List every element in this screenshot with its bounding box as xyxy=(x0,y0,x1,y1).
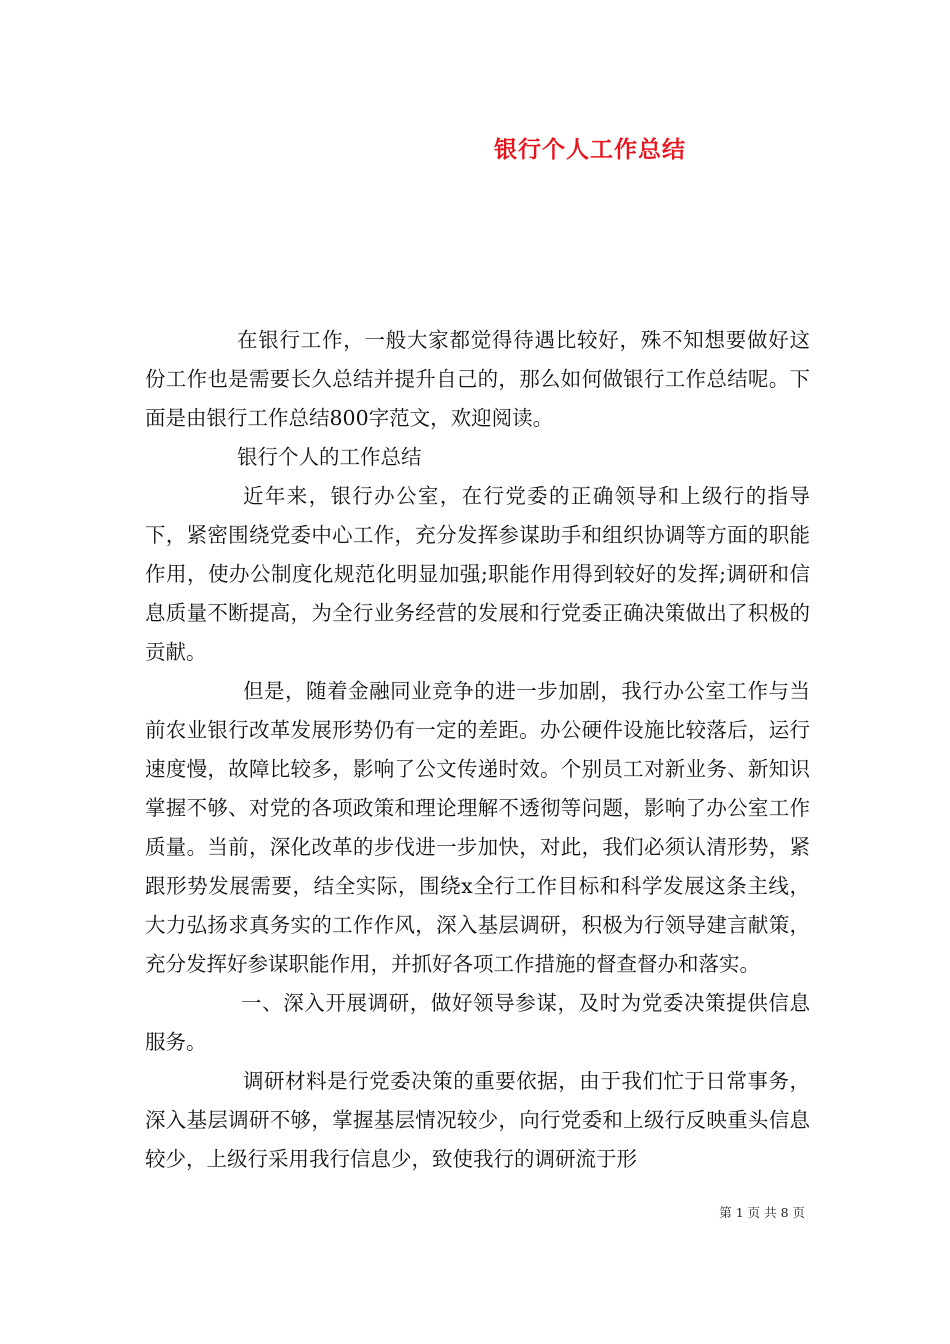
intro-paragraph: 在银行工作，一般大家都觉得待遇比较好，殊不知想要做好这份工作也是需要长久总结并提升自己的，那么如何做银行工作总结呢。下面是由银行工作总结800字范文，欢迎阅读。 xyxy=(145,328,810,430)
section-heading: 银行个人的工作总结 xyxy=(237,445,422,469)
body-paragraph: 近年来，银行办公室，在行党委的正确领导和上级行的指导下，紧密围绕党委中心工作，充分发挥参谋助手和组织协调等方面的职能作用，使办公制度化规范化明显加强;职能作用得到较好的发挥;调研和信息质量不断提高，为全行业务经营的发展和行党委正确决策做出了积极的贡献。 xyxy=(145,484,810,664)
body-paragraph: 调研材料是行党委决策的重要依据，由于我们忙于日常事务，深入基层调研不够，掌握基层情况较少，向行党委和上级行反映重头信息较少，上级行采用我行信息少，致使我行的调研流于形 xyxy=(145,1069,810,1171)
document-title: 银行个人工作总结 xyxy=(494,137,686,163)
subsection-heading: 一、深入开展调研，做好领导参谋，及时为党委决策提供信息服务。 xyxy=(145,991,810,1054)
page-number-footer: 第 1 页 共 8 页 xyxy=(719,1205,805,1220)
body-paragraph: 但是，随着金融同业竞争的进一步加剧，我行办公室工作与当前农业银行改革发展形势仍有一定的差距。办公硬件设施比较落后，运行速度慢，故障比较多，影响了公文传递时效。个别员工对新业务、新知识掌握不够、对党的各项政策和理论理解不透彻等问题，影响了办公室工作质量。当前，深化改革的步伐进一步加快，对此，我们必须认清形势，紧跟形势发展需要，结全实际，围绕x全行工作目标和科学发展这条主线，大力弘扬求真务实的工作作风，深入基层调研，积极为行领导建言献策，充分发挥好参谋职能作用，并抓好各项工作措施的督查督办和落实。 xyxy=(145,679,810,976)
document-body xyxy=(145,321,810,1179)
